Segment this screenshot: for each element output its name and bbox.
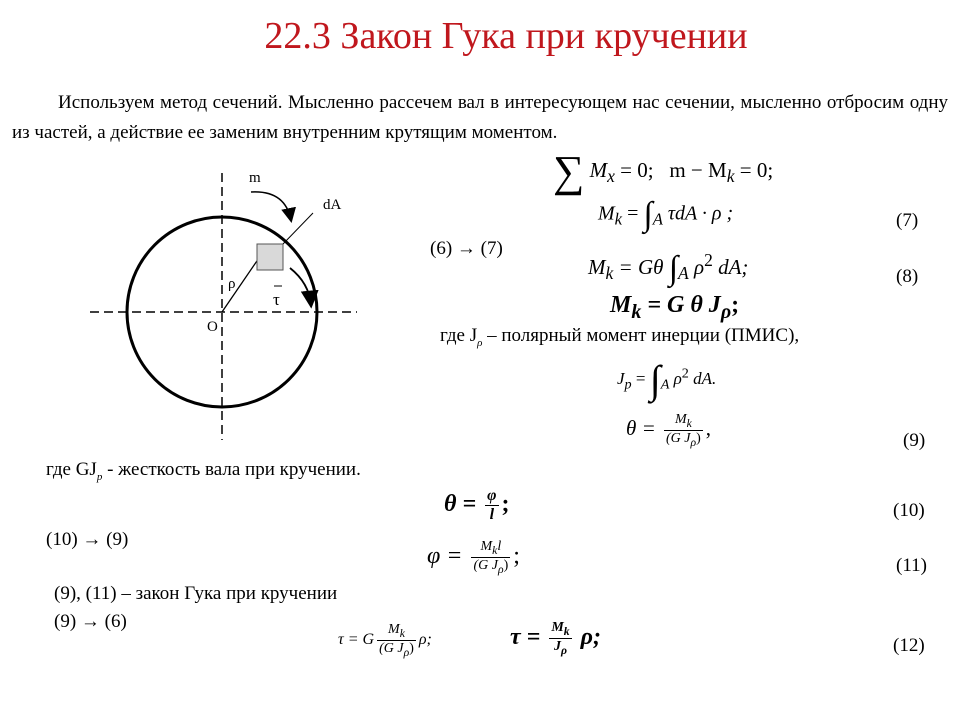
equation-11: φ = $\frac{M_kl}{(G J_\rho)}$ ; bbox=[427, 539, 520, 576]
label-dA: dA bbox=[323, 197, 342, 213]
link-6-to-7: (6) → (7) bbox=[430, 238, 503, 259]
label-rho: ρ bbox=[228, 276, 236, 292]
equation-8b: $M_k = G$ θ $J_\rho$; bbox=[610, 292, 740, 323]
equation-number-9: (9) bbox=[903, 430, 926, 451]
equation-9: θ = $\frac{M_k}{(G J_\rho)}$ , bbox=[626, 412, 712, 449]
label-tau: τ bbox=[273, 290, 280, 309]
equation-8: $M_k = G\theta$ $\int_A$ $\rho^2$ dA; bbox=[588, 250, 749, 288]
equation-jp: $J_p = \int_A$ $\rho^2$ dA. bbox=[617, 357, 717, 402]
link-9-to-6: (9) → (6) bbox=[54, 611, 127, 632]
stiffness-text: где $GJ_p$ - жесткость вала при кручении. bbox=[46, 459, 361, 483]
equation-sum-moments: ∑ $M_x = 0$; $m - M_k = 0$; bbox=[553, 147, 774, 196]
equation-mk-integral: $M_k = \int_A$ τdA · ρ ; bbox=[598, 196, 734, 233]
moment-arrow bbox=[251, 192, 291, 220]
dA-leader-line bbox=[283, 213, 313, 244]
polar-moment-text: где $J_\rho$ – полярный момент инерции (ПМИС), bbox=[440, 325, 800, 349]
equation-12b: τ = $\frac{M_k}{J_\rho}$ ρ; bbox=[510, 620, 601, 657]
equation-number-7: (7) bbox=[896, 210, 919, 231]
equation-number-12: (12) bbox=[893, 635, 925, 656]
equation-12a: τ = G $\frac{M_k}{(G J_\rho)}$ ρ; bbox=[338, 622, 432, 659]
equation-number-10: (10) bbox=[893, 500, 925, 521]
hooke-law-text: (9), (11) – закон Гука при кручении bbox=[54, 583, 338, 604]
slide-title: 22.3 Закон Гука при кручении bbox=[264, 15, 748, 57]
equation-10: θ = $\frac{\varphi}{l}$ ; bbox=[444, 487, 510, 523]
label-O: O bbox=[207, 319, 218, 335]
equation-number-8: (8) bbox=[896, 266, 919, 287]
area-element-dA bbox=[257, 244, 283, 270]
intro-paragraph: Используем метод сечений. Мысленно рассечем вал в интересующем нас сечении, мысленно отбросим одну из частей, а действие ее заменим внутренним крутящим моментом. bbox=[12, 92, 948, 143]
equation-number-11: (11) bbox=[896, 555, 927, 576]
link-10-to-9: (10) → (9) bbox=[46, 529, 129, 550]
shaft-cross-section-diagram bbox=[85, 165, 365, 445]
label-m: m bbox=[249, 170, 261, 186]
